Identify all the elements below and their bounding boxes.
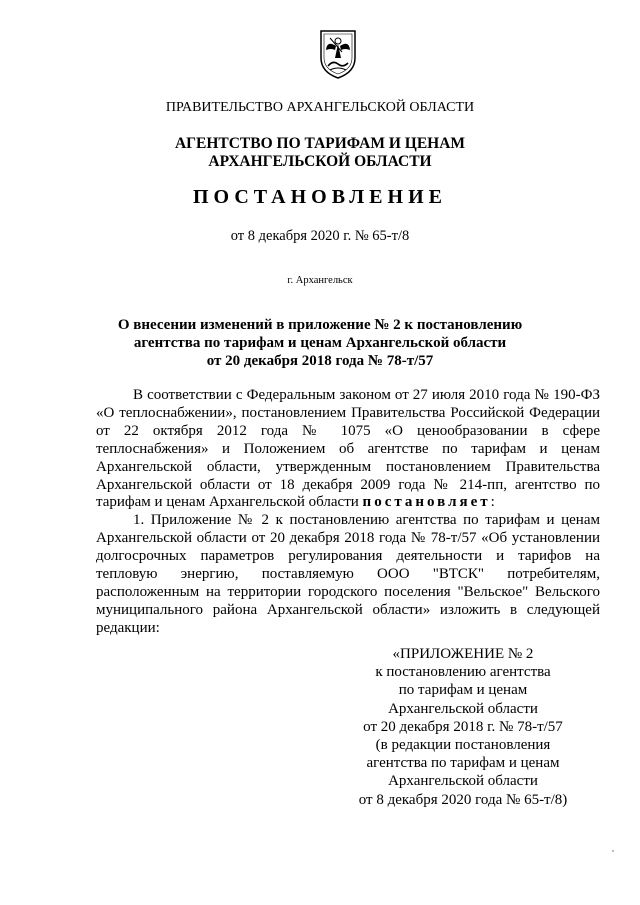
agency-name — [0, 135, 640, 171]
appendix-line: к постановлению агентства — [375, 664, 551, 681]
appendix-header — [332, 645, 594, 809]
document-date-number: от 8 декабря 2020 г. № 65-т/8 — [230, 228, 410, 244]
body-paragraph-item-1: 1. Приложение № 2 к постановлению агентства по тарифам и ценам Архангельской области от 20 декабря 2018 года № 78-т/57 «Об установлении долгосрочных параметров регулирования деятельности и тарифов на тепловую энергию, поставляемую ООО "ВТСК" потребителям, расположенным на территории городского поселения "Вельское" Вельского муниципального района Архангельской области» изложить в следующей редакции: — [96, 512, 600, 636]
appendix-line: от 8 декабря 2020 года № 65-т/8) — [358, 791, 568, 808]
resolves-keyword: постановляет — [362, 494, 491, 511]
agency-name-line1: АГЕНТСТВО ПО ТАРИФАМ И ЦЕНАМ — [174, 135, 466, 152]
document-subject — [0, 316, 640, 370]
document-type-title: ПОСТАНОВЛЕНИЕ — [193, 186, 447, 208]
subject-line2: агентства по тарифам и ценам Архангельской области — [133, 335, 507, 351]
appendix-line: агентства по тарифам и ценам — [366, 755, 560, 772]
appendix-line: (в редакции постановления — [375, 737, 551, 754]
preamble-end: : — [490, 494, 495, 511]
appendix-line: по тарифам и ценам — [398, 682, 528, 699]
appendix-line: от 20 декабря 2018 г. № 78-т/57 — [363, 718, 563, 735]
appendix-line: Архангельской области — [388, 773, 538, 790]
subject-line1: О внесении изменений в приложение № 2 к постановлению — [117, 317, 523, 333]
government-name: ПРАВИТЕЛЬСТВО АРХАНГЕЛЬСКОЙ ОБЛАСТИ — [165, 100, 475, 115]
document-city: г. Архангельск — [287, 275, 353, 286]
archangel-coat-of-arms-icon — [318, 28, 358, 80]
appendix-line: Архангельской области — [388, 700, 538, 717]
document-body — [96, 387, 600, 638]
agency-name-line2: АРХАНГЕЛЬСКОЙ ОБЛАСТИ — [208, 153, 432, 170]
preamble-text: В соответствии с Федеральным законом от 27 июля 2010 года № 190-ФЗ «О теплоснабжении», постановлением Правительства Российской Федерации от 22 октября 2012 года № 1075 «О ценообразовании в сфере теплоснабжения» и Положением об агентстве по тарифам и ценам Архангельской области, утвержденным постановлением Правительства Архангельской области от 18 декабря 2009 года № 214-пп, агентство по тарифам и ценам Архангельской области — [96, 387, 600, 511]
body-paragraph-preamble — [96, 387, 600, 512]
scan-speck — [612, 850, 614, 852]
appendix-line: «ПРИЛОЖЕНИЕ № 2 — [392, 646, 534, 662]
subject-line3: от 20 декабря 2018 года № 78-т/57 — [206, 353, 434, 369]
